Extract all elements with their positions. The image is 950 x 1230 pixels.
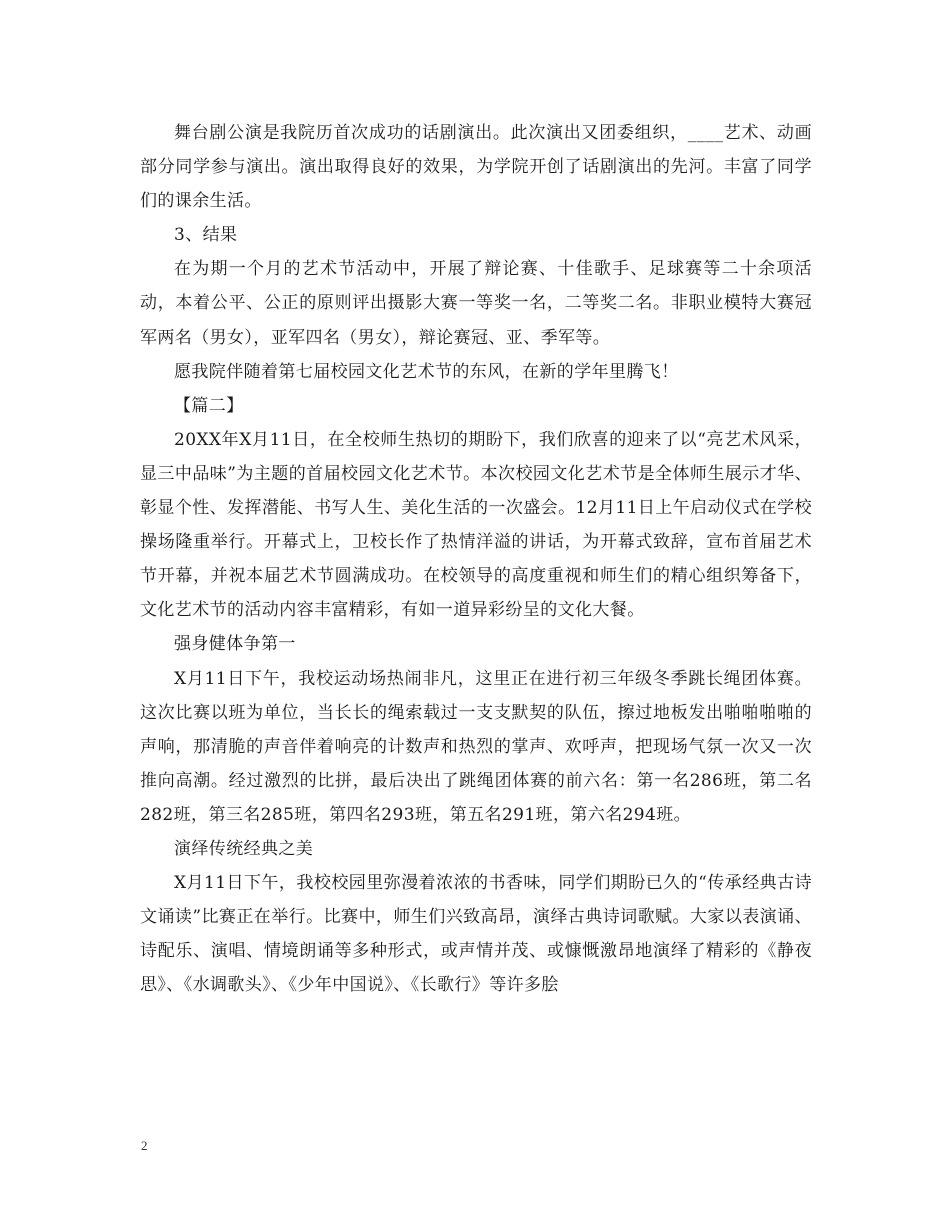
subheading-classics: 演绎传统经典之美 [174,838,314,859]
paragraph-results: 在为期一个月的艺术节活动中，开展了辩论赛、十佳歌手、足球赛等二十余项活动，本着公平、公正的原则评出摄影大赛一等奖一名，二等奖二名。非职业模特大赛冠军两名（男女），亚军四名（男女），辩论赛冠、亚、季军等。 [140,259,812,348]
paragraph-festival-opening: 20XX年X月11日，在全校师生热切的期盼下，我们欣喜的迎来了以“亮艺术风采，显三中品味”为主题的首届校园文化艺术节。本次校园文化艺术节是全体师生展示才华、彰显个性、发挥潜能、书写人生、美化生活的一次盛会。12月11日上午启动仪式在学校操场隆重举行。开幕式上，卫校长作了热情洋溢的讲话，为开幕式致辞，宣布首届艺术节开幕，并祝本届艺术节圆满成功。在校领导的高度重视和师生们的精心组织筹备下，文化艺术节的活动内容丰富精彩，有如一道异彩纷呈的文化大餐。 [140,429,812,621]
paragraph-stage-play: 舞台剧公演是我院历首次成功的话剧演出。此次演出又团委组织，____艺术、动画部分同学参与演出。演出取得良好的效果，为学院开创了话剧演出的先河。丰富了同学们的课余生活。 [140,123,812,212]
page-number: 2 [141,1138,148,1153]
section-heading-part-two: 【篇二】 [174,395,244,416]
paragraph-closing-wish: 愿我院伴随着第七届校园文化艺术节的东风，在新的学年里腾飞！ [174,361,679,382]
document-body [140,116,812,1002]
paragraph-poetry-recital: X月11日下午，我校校园里弥漫着浓浓的书香味，同学们期盼已久的“传承经典古诗文诵读”比赛正在举行。比赛中，师生们兴致高昂，演绎古典诗词歌赋。大家以表演诵、诗配乐、演唱、情境朗诵等多种形式，或声情并茂、或慷慨激昂地演绎了精彩的《静夜思》、《水调歌头》、《少年中国说》、《长歌行》等许多脍 [140,873,812,996]
paragraph-rope-skipping: X月11日下午，我校运动场热闹非凡，这里正在进行初三年级冬季跳长绳团体赛。这次比赛以班为单位，当长长的绳索载过一支支默契的队伍，擦过地板发出啪啪啪啪的声响，那清脆的声音伴着响亮的计数声和热烈的掌声、欢呼声，把现场气氛一次又一次推向高潮。经过激烈的比拼，最后决出了跳绳团体赛的前六名：第一名286班，第二名282班，第三名285班，第四名293班，第五名291班，第六名294班。 [140,668,812,825]
section-heading-results: 3、结果 [174,225,238,246]
subheading-sports: 强身健体争第一 [174,634,296,655]
